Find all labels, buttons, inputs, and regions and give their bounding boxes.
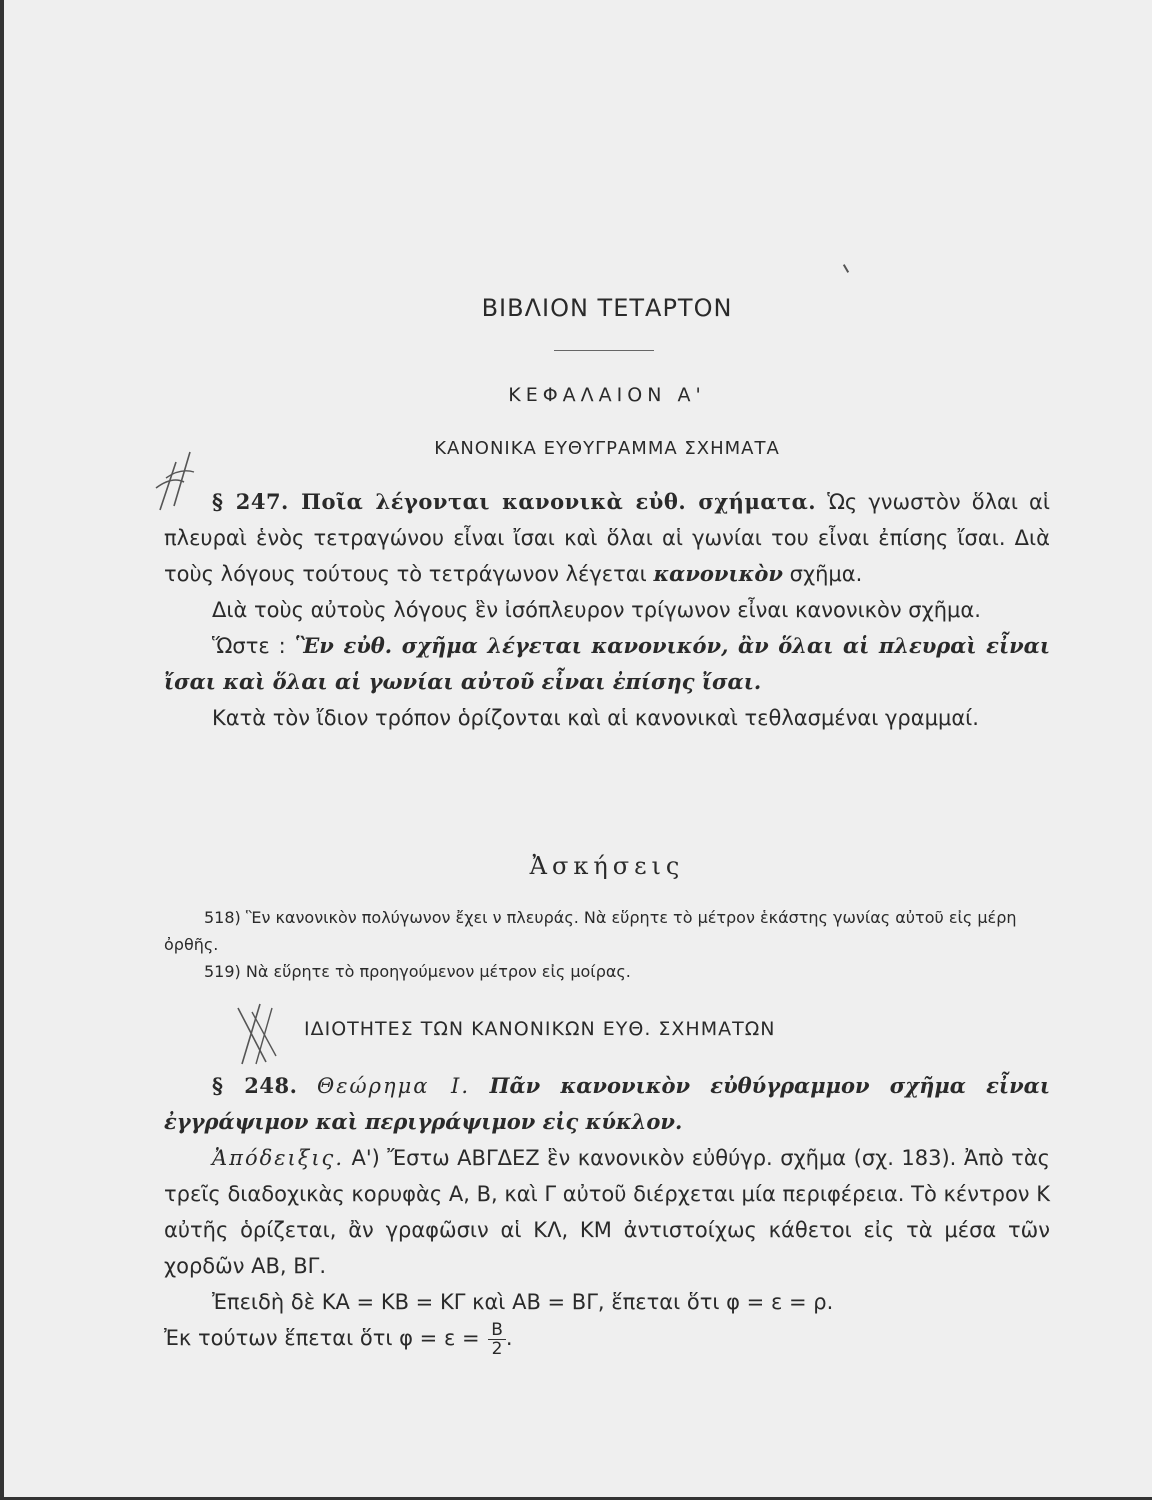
conclusion-end: . [505,1326,513,1350]
proof-text: Α') Ἔστω ΑΒΓΔΕΖ ἓν κανονικὸν εὐθύγρ. σχῆμα (σχ. 183). Ἀπὸ τὰς τρεῖς διαδοχικὰς κορυφὰς Α, Β, καὶ Γ αὐτοῦ διέρχεται μία περιφέρεια. Τὸ κέντρον Κ αὐτῆς ὁρίζεται, ἂν γραφῶσιν αἱ ΚΛ, ΚΜ ἀντιστοίχως κάθετοι εἰς τὰ μέσα τῶν χορδῶν ΑΒ, ΒΓ. [164,1146,1050,1278]
paragraph-247-4: Κατὰ τὸν ἴδιον τρόπον ὁρίζονται καὶ αἱ κανονικαὶ τεθλασμέναι γραμμαί. [212,706,979,730]
exercises-title: Ἀσκήσεις [529,852,685,880]
fraction-numerator: Β [488,1321,506,1340]
section-247 [164,484,1050,736]
equality-paragraph: Ἐπειδὴ δὲ ΚΑ = ΚΒ = ΚΓ καὶ ΑΒ = ΒΓ, ἕπεται ὅτι φ = ε = ρ. [212,1290,834,1314]
exercise-item: 518) Ἓν κανονικὸν πολύγωνον ἔχει ν πλευράς. Νὰ εὕρητε τὸ μέτρον ἑκάστης γωνίας αὐτοῦ εἰς μέρη ὀρθῆς. [164,908,1017,954]
theorem-statement: Πᾶν κανονικὸν εὐθύγραμμον σχῆμα εἶναι ἐγγράψιμον καὶ περιγράψιμον εἰς κύκλον. [164,1073,1050,1134]
section-247-heading: § 247. Ποῖα λέγονται κανονικὰ εὐθ. σχήματα. [212,489,817,514]
fraction-denominator: 2 [491,1338,503,1359]
fraction [488,1321,506,1358]
handwritten-mark-icon [232,998,282,1068]
exercises-list [164,904,1050,985]
theorem-paragraph [164,1068,1050,1140]
paragraph-247-2: Διὰ τοὺς αὐτοὺς λόγους ἓν ἰσόπλευρον τρίγωνον εἶναι κανονικὸν σχῆμα. [212,598,981,622]
proof-label: Ἀπόδειξις. [212,1146,344,1170]
book-title: ΒΙΒΛΙΟΝ ΤΕΤΑΡΤΟΝ [481,294,733,322]
paragraph-247-1 [164,484,1050,592]
section-title: ΚΑΝΟΝΙΚΑ ΕΥΘΥΓΡΑΜΜΑ ΣΧΗΜΑΤΑ [434,438,780,459]
title-rule [554,350,654,351]
conclusion-paragraph [164,1320,1050,1358]
emphasis-term: κανονικὸν [653,561,783,586]
proof-paragraph [164,1140,1050,1284]
scan-speck [843,264,849,273]
chapter-heading: ΚΕΦΑΛΑΙΟΝ Α' [508,384,706,406]
exercise-item: 519) Νὰ εὕρητε τὸ προηγούμενον μέτρον εἰς μοίρας. [204,962,631,981]
scan-edge-left [0,0,4,1500]
definition-text: Ἓν εὐθ. σχῆμα λέγεται κανονικόν, ἂν ὅλαι αἱ πλευραὶ εἶναι ἴσαι καὶ ὅλαι αἱ γωνίαι αὐτοῦ εἶναι ἐπίσης ἴσαι. [164,633,1050,694]
paragraph-247-3 [164,628,1050,700]
paragraph-text: σχῆμα. [782,562,863,586]
paragraph-lead: Ὥστε : [212,634,295,658]
paragraph-text: Ὡς γνωστὸν ὅλαι αἱ πλευραὶ ἑνὸς τετραγώνου εἶναι ἴσαι καὶ ὅλαι αἱ γωνίαι του εἶναι ἐπίσης ἴσαι. Διὰ τοὺς λόγους τούτους τὸ τετράγωνον λέγεται [164,490,1051,586]
section-248-number: § 248. [212,1073,298,1098]
conclusion-text: Ἐκ τούτων ἕπεται ὅτι φ = ε = [164,1326,487,1350]
properties-subheading: ΙΔΙΟΤΗΤΕΣ ΤΩΝ ΚΑΝΟΝΙΚΩΝ ΕΥΘ. ΣΧΗΜΑΤΩΝ [304,1018,776,1040]
theorem-label: Θεώρημα Ι. [317,1074,471,1098]
section-248 [164,1068,1050,1358]
